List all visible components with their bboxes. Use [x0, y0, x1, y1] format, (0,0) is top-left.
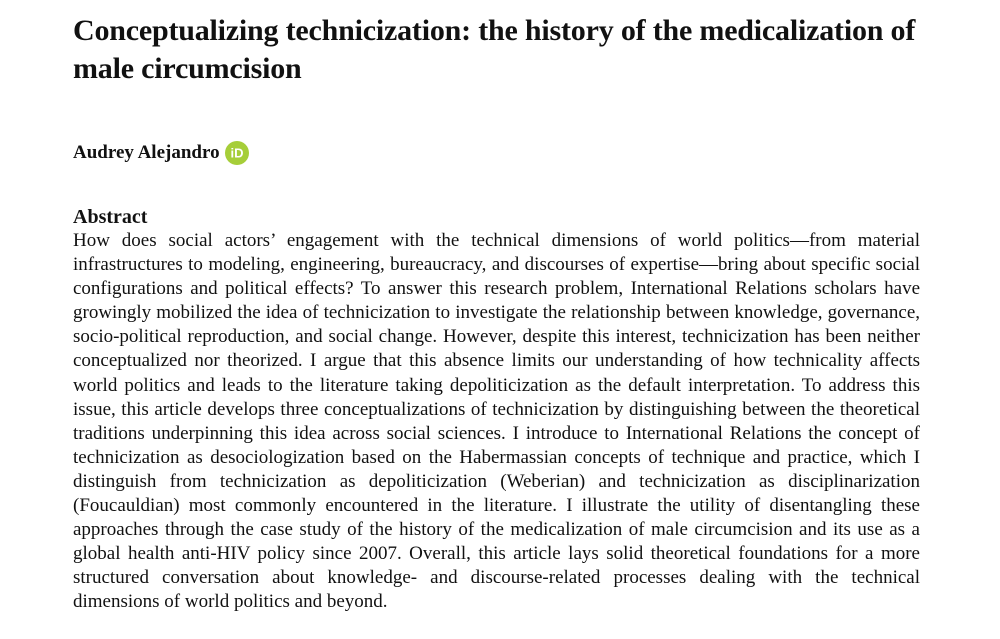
author-name[interactable]: Audrey Alejandro — [73, 142, 220, 163]
abstract-heading: Abstract — [73, 206, 148, 228]
orcid-icon[interactable] — [225, 141, 249, 165]
abstract-body: How does social actors’ engagement with the technical dimensions of world politics—from material infrastructures to modeling, engineering, bureaucracy, and discourses of expertise—bring about specific social configurations and political effects? To answer this research problem, International Relations scholars have growingly mobilized the idea of technicization to investigate the relationship between knowledge, governance, socio-political reproduction, and social change. However, despite this interest, technicization has been neither conceptualized nor theorized. I argue that this absence limits our understanding of how technicality affects world politics and leads to the literature taking depoliticization as the default interpretation. To address this issue, this article develops three conceptualizations of technicization by distinguishing between the theoretical traditions underpinning this idea across social sciences. I introduce to International Relations the concept of technicization as desociologization based on the Habermassian concepts of technique and practice, which I distinguish from technicization as depoliticization (Weberian) and technicization as disciplinarization (Foucauldian) most commonly encountered in the literature. I illustrate the utility of disentangling these approaches through the case study of the history of the medicalization of male circumcision and its use as a global health anti-HIV policy since 2007. Overall, this article lays solid theoretical foundations for a more structured conversation about knowledge- and discourse-related processes dealing with the technical dimensions of world politics and beyond. — [73, 230, 920, 613]
article-page — [73, 12, 920, 615]
article-title: Conceptualizing technicization: the history of the medicalization of male circumcision — [73, 14, 916, 85]
orcid-badge-text: iD — [230, 145, 244, 161]
author-line — [73, 140, 920, 166]
